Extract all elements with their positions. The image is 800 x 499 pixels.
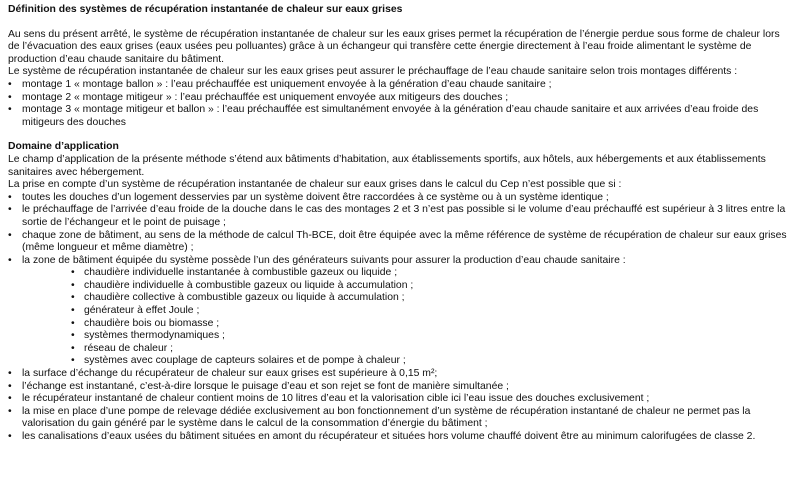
list-item: • la mise en place d’une pompe de relevage dédiée exclusivement au bon fonctionnement d’un système de récupération instantané de chaleur ne permet pas la valorisation du gain généré par le système dans le calcul de la consommation d’énergie du bâtiment ; xyxy=(8,406,792,431)
section1-intro: Au sens du présent arrêté, le système de récupération instantanée de chaleur sur les eaux grises permet la récupération de l’énergie perdue sous forme de chaleur lors de l’évacuation des eaux grises (eaux usées peu polluantes) grâce à un échangeur qui transfère cette énergie directement à l’eau froide alimentant le système de production d’eau chaude sanitaire du bâtiment. xyxy=(8,28,780,65)
list-item: • toutes les douches d’un logement desservies par un système doivent être raccordées à ce système ou à un système identique ; xyxy=(8,192,792,205)
list-item: • la surface d’échange du récupérateur de chaleur sur eaux grises est supérieure à 0,15 m²; xyxy=(8,368,792,381)
montage-list xyxy=(8,79,792,129)
sub-list-item: • générateur à effet Joule ; xyxy=(71,305,792,318)
list-item: • montage 1 « montage ballon » : l’eau préchauffée est uniquement envoyée à la génération d’eau chaude sanitaire ; xyxy=(8,79,792,92)
conditions-list xyxy=(8,192,792,444)
sub-list-item: • systèmes avec couplage de capteurs solaires et de pompe à chaleur ; xyxy=(71,355,792,368)
sub-list-item: • chaudière individuelle instantanée à combustible gazeux ou liquide ; xyxy=(71,267,792,280)
generators-list xyxy=(71,267,792,368)
sub-list-item: • systèmes thermodynamiques ; xyxy=(71,330,792,343)
section1-title: Définition des systèmes de récupération instantanée de chaleur sur eaux grises xyxy=(8,4,403,15)
list-item: • le préchauffage de l’arrivée d’eau froide de la douche dans le cas des montages 2 et 3 n’est pas possible si le volume d’eau préchauffé est supérieur à 3 litres entre la sortie de l’échangeur et le point de puisage ; xyxy=(8,204,792,229)
list-item: • l’échange est instantané, c’est-à-dire lorsque le puisage d’eau et son rejet se font de manière simultanée ; xyxy=(8,381,792,394)
list-item: • montage 2 « montage mitigeur » : l’eau préchauffée est uniquement envoyée aux mitigeurs des douches ; xyxy=(8,92,792,105)
list-item: • montage 3 « montage mitigeur et ballon » : l’eau préchauffée est simultanément envoyée à la génération d’eau chaude sanitaire et aux arrivées d’eau froide des mitigeurs des douches xyxy=(8,104,792,129)
list-item: • chaque zone de bâtiment, au sens de la méthode de calcul Th-BCE, doit être équipée avec la même référence de système de récupération de chaleur sur eaux grises (même longueur et même diamètre) ; xyxy=(8,230,792,255)
list-item xyxy=(8,255,792,368)
sub-list-item: • chaudière bois ou biomasse ; xyxy=(71,318,792,331)
spacer xyxy=(8,129,792,141)
section1-lead: Le système de récupération instantanée de chaleur sur les eaux grises peut assurer le préchauffage de l’eau chaude sanitaire selon trois montages différents : xyxy=(8,66,738,78)
section2-lead: La prise en compte d’un système de récupération instantanée de chaleur sur eaux grises dans le calcul du Cep n’est possible que si : xyxy=(8,179,622,191)
section2-title: Domaine d’application xyxy=(8,141,119,153)
list-item-text: la zone de bâtiment équipée du système possède l’un des générateurs suivants pour assurer la production d’eau chaude sanitaire : xyxy=(22,254,626,266)
sub-list-item: • chaudière individuelle à combustible gazeux ou liquide à accumulation ; xyxy=(71,280,792,293)
list-item: • les canalisations d’eaux usées du bâtiment situées en amont du récupérateur et situées hors volume chauffé doivent être au minimum calorifugées de classe 2. xyxy=(8,431,792,444)
section2-intro: Le champ d’application de la présente méthode s’étend aux bâtiments d’habitation, aux établissements sportifs, aux hôtels, aux hébergements et aux établissements sanitaires avec hébergement. xyxy=(8,153,766,178)
sub-list-item: • chaudière collective à combustible gazeux ou liquide à accumulation ; xyxy=(71,292,792,305)
list-item: • le récupérateur instantané de chaleur contient moins de 10 litres d’eau et la valorisation cible ici l’eau issue des douches exclusivement ; xyxy=(8,393,792,406)
sub-list-item: • réseau de chaleur ; xyxy=(71,343,792,356)
